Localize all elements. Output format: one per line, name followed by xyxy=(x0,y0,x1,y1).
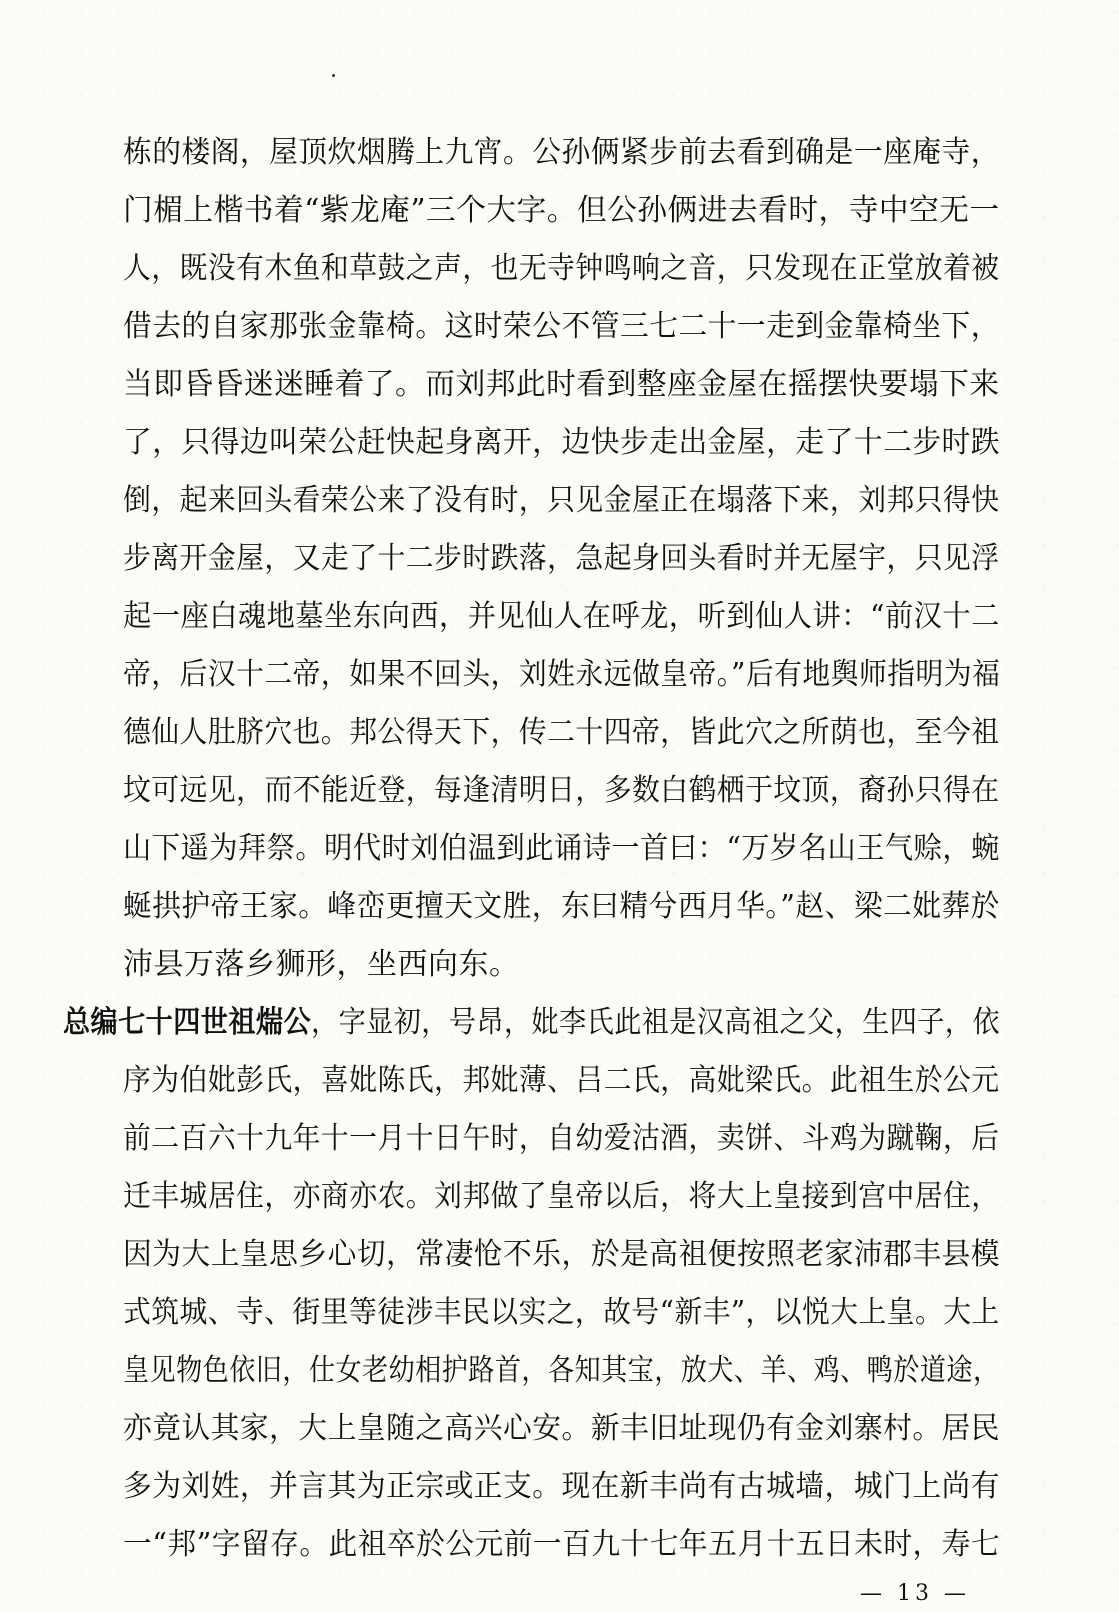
text-line: 人，既没有木鱼和草鼓之声，也无寺钟鸣响之音，只发现在正堂放着被 xyxy=(123,251,1000,286)
text-line: 山下遥为拜祭。明代时刘伯温到此诵诗一首曰：“万岁名山王气赊，蜿 xyxy=(123,831,1000,866)
text-line: 坟可远见，而不能近登，每逢清明日，多数白鹤栖于坟顶，裔孙只得在 xyxy=(123,773,1000,808)
page-number: — 13 — xyxy=(860,1581,970,1606)
text-line: 倒，起来回头看荣公来了没有时，只见金屋正在塌落下来，刘邦只得快 xyxy=(123,483,1000,518)
text-line: 皇见物色依旧，仕女老幼相护路首，各知其宝，放犬、羊、鸡、鸭於道途， xyxy=(123,1353,1000,1388)
text-line: 因为大上皇思乡心切，常凄怆不乐，於是高祖便按照老家沛郡丰县模 xyxy=(123,1237,1001,1272)
text-line: 迁丰城居住，亦商亦农。刘邦做了皇帝以后，将大上皇接到宫中居住， xyxy=(123,1179,1000,1214)
text-line: 借去的自家那张金靠椅。这时荣公不管三七二十一走到金靠椅坐下， xyxy=(123,309,1001,344)
text-line: 前二百六十九年十一月十日午时，自幼爱沽酒，卖饼、斗鸡为蹴鞠，后 xyxy=(123,1121,1000,1156)
text-line: 式筑城、寺、街里等徒涉丰民以实之，故号“新丰”，以悦大上皇。大上 xyxy=(123,1295,1000,1330)
text-line: 德仙人肚脐穴也。邦公得天下，传二十四帝，皆此穴之所荫也，至今祖 xyxy=(123,715,1000,750)
text-line: 沛县万落乡狮形，坐西向东。 xyxy=(123,947,520,982)
text-line: 蜒拱护帝王家。峰峦更擅天文胜，东曰精兮西月华。”赵、梁二妣葬於 xyxy=(123,889,1000,924)
text-line: 一“邦”字留存。此祖卒於公元前一百九十七年五月十五日未时，寿七 xyxy=(123,1527,1001,1562)
text-line: 步离开金屋，又走了十二步时跌落，急起身回头看时并无屋宇，只见浮 xyxy=(123,541,1000,576)
text-line: 帝，后汉十二帝，如果不回头，刘姓永远做皇帝。”后有地舆师指明为福 xyxy=(123,657,1001,692)
text-line: 多为刘姓，并言其为正宗或正支。现在新丰尚有古城墙，城门上尚有 xyxy=(123,1469,1001,1504)
text-line: 栋的楼阁，屋顶炊烟腾上九宵。公孙俩紧步前去看到确是一座庵寺， xyxy=(123,135,1001,170)
section-first-line-text: ，字显初，号昂，妣李氏此祖是汉高祖之父，生四子，依 xyxy=(311,1005,1001,1040)
text-line: 当即昏昏迷迷睡着了。而刘邦此时看到整座金屋在摇摆快要塌下来 xyxy=(123,367,1000,402)
text-line: 起一座白魂地墓坐东向西，并见仙人在呼龙，听到仙人讲：“前汉十二 xyxy=(123,599,1000,634)
section-first-line xyxy=(63,994,1000,1052)
section-heading: 总编七十四世祖煓公 xyxy=(63,1005,312,1040)
text-line: 序为伯妣彭氏，喜妣陈氏，邦妣薄、吕二氏，高妣梁氏。此祖生於公元 xyxy=(123,1063,1000,1098)
text-line: 了，只得边叫荣公赶快起身离开，边快步走出金屋，走了十二步时跌 xyxy=(123,425,1001,460)
text-line: 门楣上楷书着“紫龙庵”三个大字。但公孙俩进去看时，寺中空无一 xyxy=(123,193,1000,228)
text-line: 亦竟认其家，大上皇随之高兴心安。新丰旧址现仍有金刘寨村。居民 xyxy=(123,1411,1001,1446)
